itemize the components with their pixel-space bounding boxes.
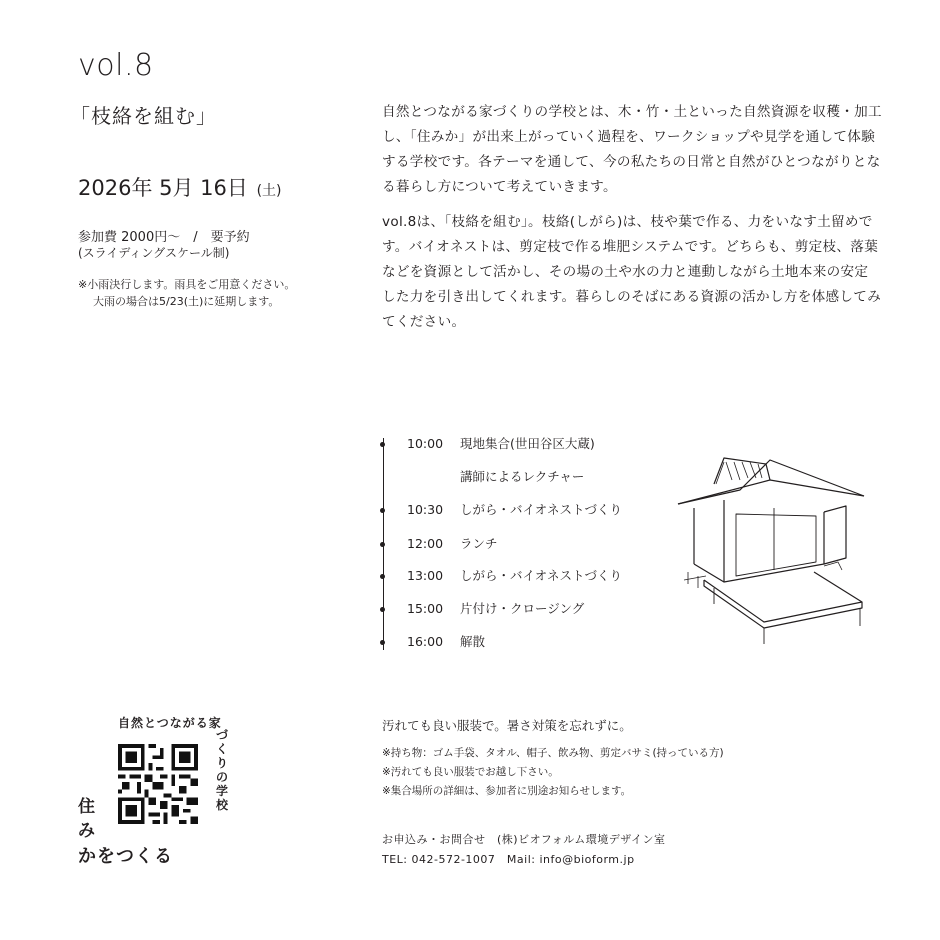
logo-top-text: 自然とつながる家: [118, 716, 222, 730]
intro-paragraph-1: 自然とつながる家づくりの学校とは、木・竹・土といった自然資源を収穫・加工し、「住みか」が出来上がっていく過程を、ワークショップや見学を通して体験する学校です。各テーマを通して、今の私たちの日常と自然がひとつながりとなる暮らし方について考えていきます。: [382, 104, 882, 195]
timeline-dot: [380, 607, 385, 612]
schedule-time: 12:00: [407, 536, 444, 551]
schedule-activity: 現地集合(世田谷区大蔵): [460, 436, 595, 451]
timeline-dot: [380, 542, 385, 547]
belongings-item: ※持ち物：ゴム手袋、タオル、帽子、飲み物、剪定バサミ(持っている方): [382, 747, 724, 759]
intro-text: [382, 100, 882, 345]
belongings-item: ※集合場所の詳細は、参加者に別途お知らせします。: [382, 785, 632, 797]
volume-number: vol.8: [78, 48, 154, 83]
schedule-activity: 片付け・クロージング: [460, 601, 585, 616]
logo-big-char-2: み: [78, 821, 95, 841]
rain-notice: [78, 276, 295, 310]
schedule-activity: しがら・バイオネストづくり: [460, 502, 623, 517]
belongings-item: ※汚れても良い服装でお越し下さい。: [382, 766, 559, 778]
schedule-activity: しがら・バイオネストづくり: [460, 568, 623, 583]
event-date: [78, 172, 282, 202]
schedule-time: 15:00: [407, 601, 444, 616]
schedule-time: 10:30: [407, 502, 444, 517]
schedule-time: 16:00: [407, 634, 444, 649]
fee-note: (スライディングスケール制): [78, 246, 230, 260]
qr-code[interactable]: [118, 744, 198, 824]
belongings-headline: 汚れても良い服装で。暑さ対策を忘れずに。: [382, 718, 632, 733]
schedule-activity: 解散: [460, 634, 486, 649]
timeline-dot: [380, 508, 385, 513]
logo-vertical-text: づくりの学校: [215, 728, 228, 812]
schedule-time: 13:00: [407, 568, 444, 583]
contact-organizer: お申込み・お問合せ (株)ビオフォルム環境デザイン室: [382, 833, 666, 846]
rain-line-2: 大雨の場合は5/23(土)に延期します。: [93, 295, 280, 308]
fee-text: 参加費 2000円～ / 要予約: [78, 230, 250, 245]
schedule-activity: 講師によるレクチャー: [460, 469, 585, 484]
event-theme: 「枝絡を組む」: [70, 104, 217, 128]
logo-big-char-1: 住: [78, 797, 95, 817]
schedule-activity: ランチ: [460, 536, 498, 551]
contact-phone-mail[interactable]: TEL: 042-572-1007 Mail: info@bioform.jp: [382, 853, 635, 866]
timeline-dot: [380, 640, 385, 645]
weekday: (土): [256, 183, 282, 199]
date-text: 2026年 5月 16日: [78, 176, 248, 200]
timeline-dot: [380, 574, 385, 579]
rain-line-1: ※小雨決行します。雨具をご用意ください。: [78, 278, 296, 291]
intro-paragraph-2: vol.8は、「枝絡を組む」。枝絡(しがら)は、枝や葉で作る、力をいなす土留めです。バイオネストは、剪定枝で作る堆肥システムです。どちらも、剪定枝、落葉などを資源として活かし、その場の土や水の力と連動しながら土地本来の安定した力を引き出してくれます。暮らしのそばにある資源の活かし方を体感してみてください。: [382, 214, 882, 330]
timeline-dot: [380, 442, 385, 447]
hut-illustration: [674, 454, 870, 644]
contact-info: [382, 830, 666, 870]
schedule-time: 10:00: [407, 436, 444, 451]
belongings-list: [382, 744, 724, 801]
logo-big-text: かをつくる: [78, 846, 173, 867]
